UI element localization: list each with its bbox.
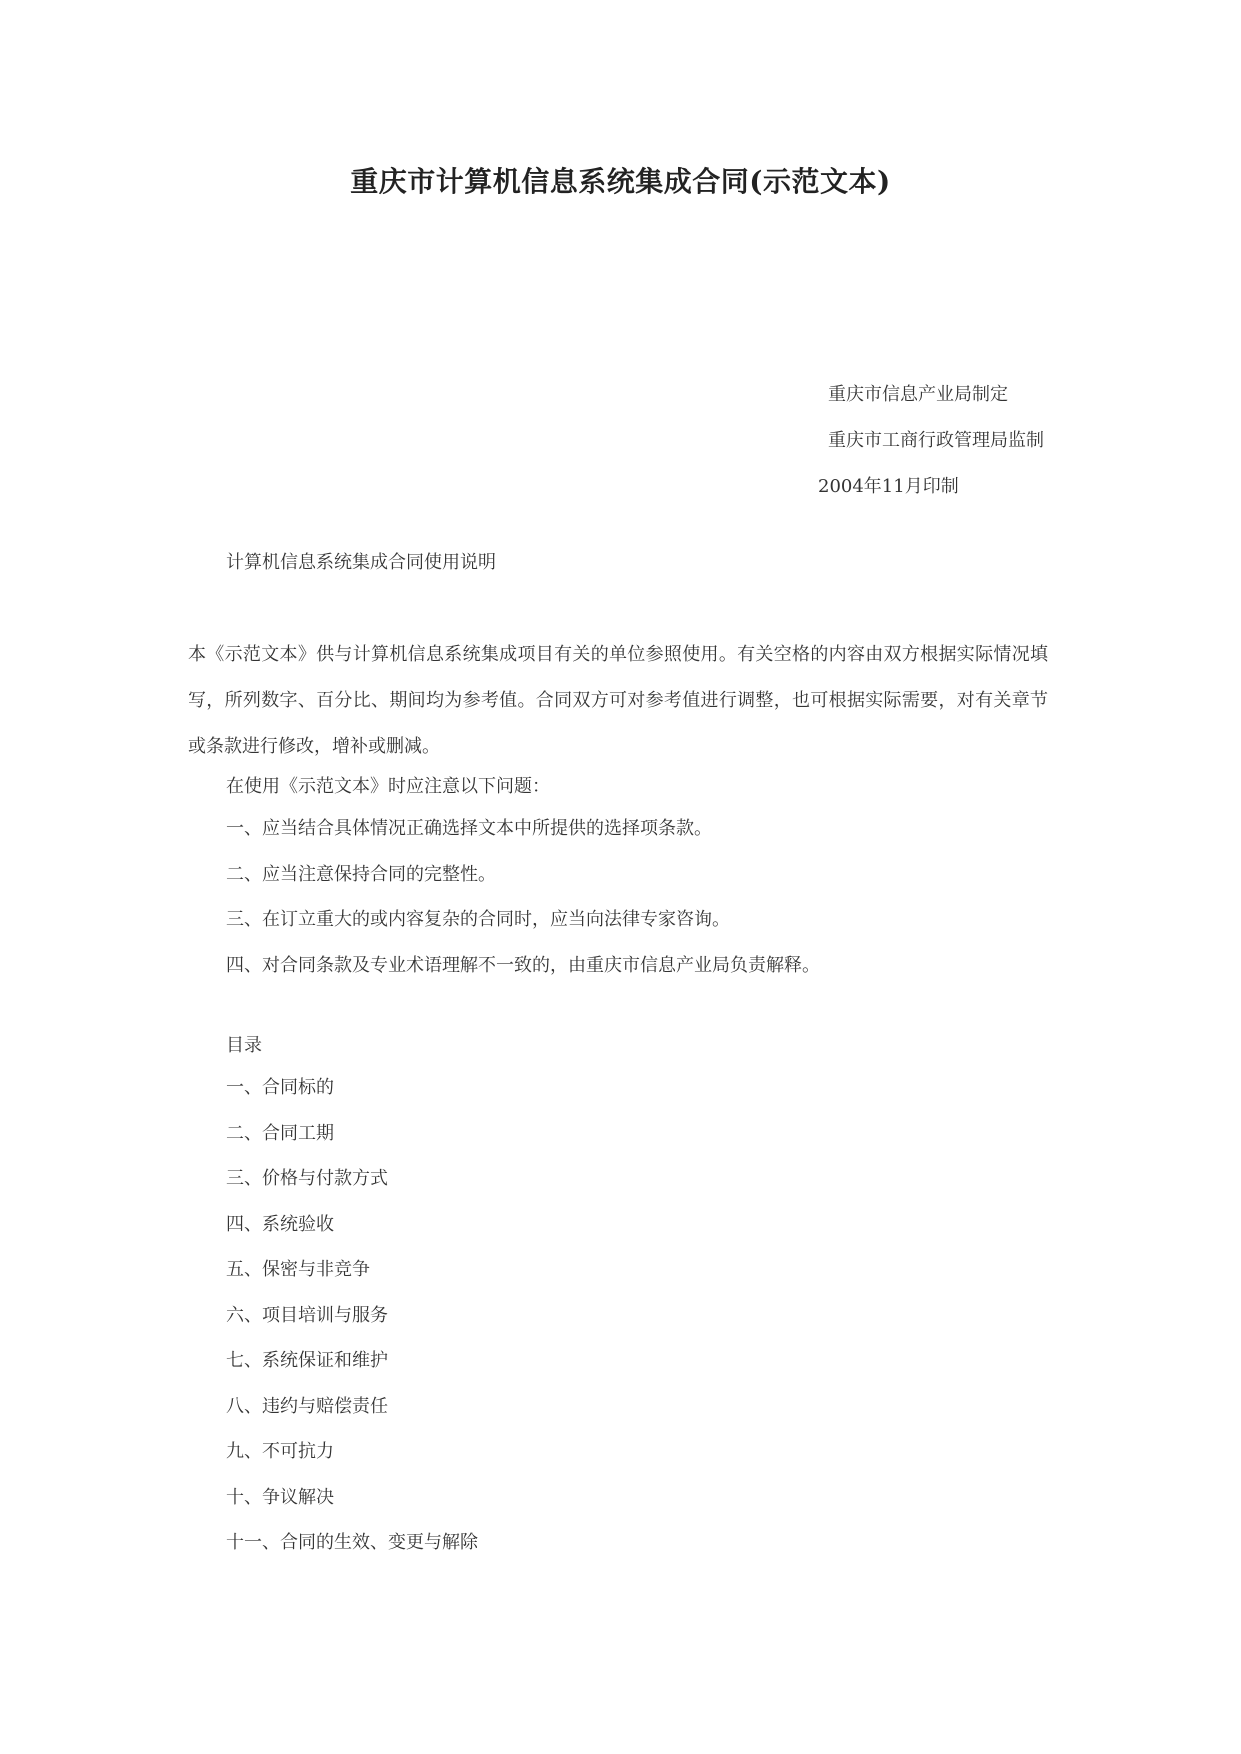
notice-item: 四、对合同条款及专业术语理解不一致的，由重庆市信息产业局负责解释。 xyxy=(226,954,820,976)
toc-item: 一、合同标的 xyxy=(226,1077,334,1098)
notice-item: 一、应当结合具体情况正确选择文本中所提供的选择项条款。 xyxy=(226,818,712,839)
instructions-heading: 计算机信息系统集成合同使用说明 xyxy=(226,552,496,573)
instructions-paragraph: 本《示范文本》供与计算机信息系统集成项目有关的单位参照使用。有关空格的内容由双方根据实际情况填写，所列数字、百分比、期间均为参考值。合同双方可对参考值进行调整，也可根据实际需要，对有关章节或条款进行修改，增补或删减。 xyxy=(188,644,1048,757)
toc-item: 三、价格与付款方式 xyxy=(226,1168,388,1189)
toc-heading: 目录 xyxy=(226,1035,262,1056)
notice-list xyxy=(226,806,820,988)
issuer-made-by: 重庆市信息产业局制定 xyxy=(828,384,1008,405)
notice-item: 三、在订立重大的或内容复杂的合同时，应当向法律专家咨询。 xyxy=(226,909,730,930)
toc-item: 八、违约与赔偿责任 xyxy=(226,1395,388,1417)
table-of-contents xyxy=(226,1065,478,1566)
toc-item: 七、系统保证和维护 xyxy=(226,1350,388,1371)
toc-item: 十、争议解决 xyxy=(226,1486,334,1508)
page-title: 重庆市计算机信息系统集成合同(示范文本) xyxy=(350,165,891,198)
notice-intro: 在使用《示范文本》时应注意以下问题： xyxy=(226,776,550,797)
toc-item: 十一、合同的生效、变更与解除 xyxy=(226,1532,478,1553)
toc-item: 二、合同工期 xyxy=(226,1122,334,1144)
toc-item: 四、系统验收 xyxy=(226,1213,334,1235)
print-date: 2004年11月印制 xyxy=(818,476,959,497)
toc-item: 九、不可抗力 xyxy=(226,1441,334,1462)
toc-item: 五、保密与非竞争 xyxy=(226,1259,370,1280)
issuer-supervised-by: 重庆市工商行政管理局监制 xyxy=(828,430,1044,451)
toc-item: 六、项目培训与服务 xyxy=(226,1304,388,1326)
notice-item: 二、应当注意保持合同的完整性。 xyxy=(226,863,496,885)
